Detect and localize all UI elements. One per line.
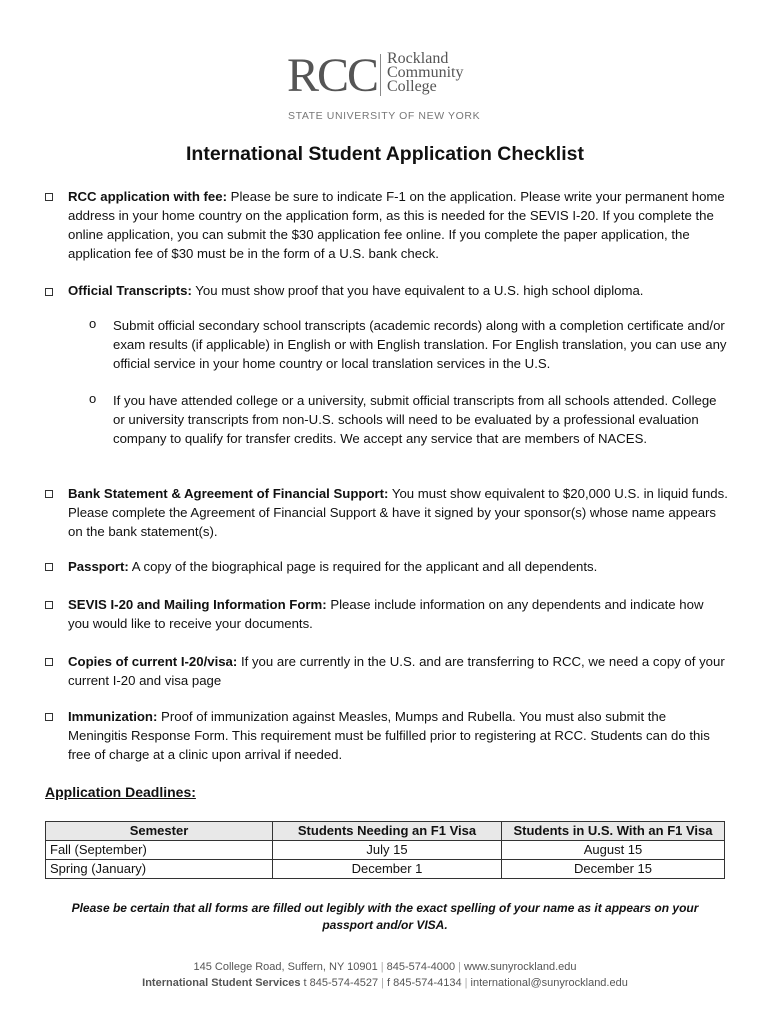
sub-item-college: If you have attended college or a university, submit official transcripts from all schools attended. College or university transcripts from non-U.S. schools will need to be evaluated by a professional evaluation company to qualify for transfer credits. We accept any service that are members of NACES. [113,393,717,446]
column-header: Semester [46,822,273,841]
checkbox-icon [45,658,53,666]
checkbox-icon [45,490,53,498]
checkbox-icon [45,288,53,296]
checklist-item-application [68,187,728,263]
table-cell: Spring (January) [46,860,273,879]
logo-system: STATE UNIVERSITY OF NEW YORK [288,110,481,122]
logo-name-line3: College [387,78,437,95]
table-cell: July 15 [273,841,502,860]
logo-name-line2: Community [387,64,464,81]
logo-divider [380,54,381,96]
footer-office-name: International Student Services [142,977,301,989]
checklist-item-copies [68,652,728,690]
page-title: International Student Application Checklist [186,143,584,165]
footer-website: www.sunyrockland.edu [464,961,577,973]
item-label: SEVIS I-20 and Mailing Information Form: [68,597,327,612]
item-label: Bank Statement & Agreement of Financial Support: [68,486,389,501]
column-header: Students in U.S. With an F1 Visa [502,822,725,841]
table-row [46,841,725,860]
footer-fax: f 845-574-4134 [387,977,462,989]
checklist-item-passport [68,557,728,576]
checkbox-icon [45,713,53,721]
table-cell: Fall (September) [46,841,273,860]
footer-phone: 845-574-4000 [386,961,456,973]
table-cell: December 15 [502,860,725,879]
item-label: Official Transcripts: [68,283,192,298]
college-logo [282,48,492,126]
item-text: Please include information on any dependents and indicate how you would like to receive your documents. [68,597,704,631]
item-text: Proof of immunization against Measles, Mumps and Rubella. You must also submit the Meningitis Response Form. This requirement must be fulfilled prior to registering at RCC. Students can do this free of charge at a clinic upon arrival if needed. [68,709,710,762]
column-header: Students Needing an F1 Visa [273,822,502,841]
checklist-item-bank [68,484,728,541]
checklist-item-immunization [68,707,728,764]
logo-name-line1: Rockland [387,50,449,67]
item-label: Passport: [68,559,129,574]
checklist-item-transcripts [68,281,728,300]
deadlines-heading: Application Deadlines: [45,784,196,800]
table-row [46,860,725,879]
footer-address: 145 College Road, Suffern, NY 10901 [193,961,378,973]
checkbox-icon [45,601,53,609]
table-cell: December 1 [273,860,502,879]
item-text: You must show equivalent to $20,000 U.S. in liquid funds. Please complete the Agreement of Financial Support & have it signed by your sponsor(s) whose name appears on the bank statement(s). [68,486,728,539]
item-text: A copy of the biographical page is required for the applicant and all dependents. [128,559,598,574]
footer-tel: t 845-574-4527 [303,977,379,989]
table-header-row [46,822,725,841]
circle-bullet-icon: o [89,316,97,331]
item-label: RCC application with fee: [68,189,227,204]
footer-office: International Student Services t 845-574-4527 | f 845-574-4134 | international@sunyrockland.edu [142,977,628,989]
sub-item-secondary: Submit official secondary school transcripts (academic records) along with a completion certificate and/or exam results (if applicable) in English or with English translation. For English translation, you can use any official service in your home country or local translation services in the U.S. [113,318,727,371]
item-text: Please be sure to indicate F-1 on the application. Please write your permanent home address in your home country on the application form, as this is needed for the SEVIS I-20. If you complete the online application, you can submit the $30 application fee online. If you complete the paper application, the application fee of $30 must be in the form of a U.S. bank check. [68,189,725,261]
logo-abbr: RCC [287,49,378,102]
deadlines-table [45,821,725,879]
checkbox-icon [45,193,53,201]
legibility-note: Please be certain that all forms are filled out legibly with the exact spelling of your name as it appears on your passport and/or VISA. [71,901,699,932]
checkbox-icon [45,563,53,571]
item-label: Copies of current I-20/visa: [68,654,238,669]
checklist-item-sevis [68,595,728,633]
table-cell: August 15 [502,841,725,860]
logo-name [387,52,463,94]
circle-bullet-icon: o [89,391,97,406]
footer-contact: 145 College Road, Suffern, NY 10901 | 845-574-4000 | www.sunyrockland.edu [193,961,577,973]
item-text: If you are currently in the U.S. and are transferring to RCC, we need a copy of your current I-20 and visa page [68,654,725,688]
item-text: You must show proof that you have equivalent to a U.S. high school diploma. [191,283,644,298]
footer-email: international@sunyrockland.edu [470,977,628,989]
item-label: Immunization: [68,709,158,724]
